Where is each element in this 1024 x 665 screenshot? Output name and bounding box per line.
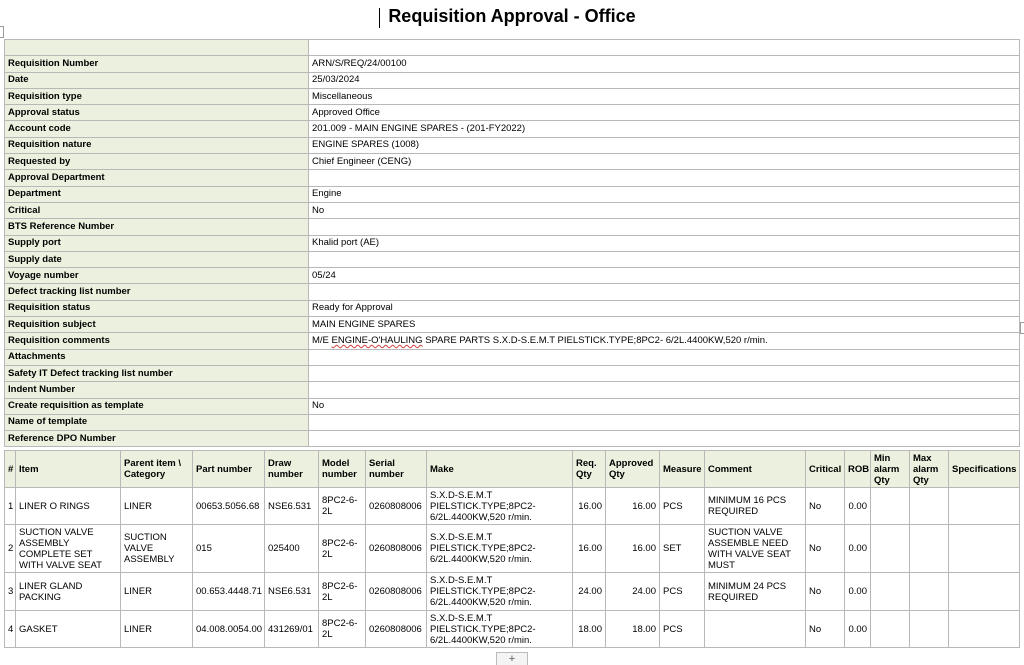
info-row	[5, 300, 1020, 316]
table-cell	[910, 488, 949, 525]
table-cell: 18.00	[573, 611, 606, 648]
table-cell: 0.00	[845, 611, 871, 648]
table-cell	[949, 488, 1020, 525]
info-value	[309, 170, 1020, 186]
table-cell	[910, 611, 949, 648]
table-cell: PCS	[660, 611, 705, 648]
info-row	[5, 284, 1020, 300]
info-label: Create requisition as template	[5, 398, 309, 414]
info-value: Miscellaneous	[309, 88, 1020, 104]
info-row	[5, 431, 1020, 447]
info-label: Indent Number	[5, 382, 309, 398]
table-cell: 431269/01	[265, 611, 319, 648]
table-cell: 8PC2-6-2L	[319, 525, 366, 573]
table-cell: 00.653.4448.71	[193, 573, 265, 611]
table-cell	[910, 525, 949, 573]
table-cell: 04.008.0054.00	[193, 611, 265, 648]
table-cell: 18.00	[606, 611, 660, 648]
table-cell	[910, 573, 949, 611]
table-cell: No	[806, 488, 845, 525]
table-cell	[871, 611, 910, 648]
column-header: Comment	[705, 451, 806, 488]
info-row	[5, 365, 1020, 381]
info-row	[5, 40, 1020, 56]
table-row	[5, 573, 1020, 611]
table-cell: 0260808006	[366, 573, 427, 611]
info-value: 201.009 - MAIN ENGINE SPARES - (201-FY2022)	[309, 121, 1020, 137]
column-header: Parent item \ Category	[121, 451, 193, 488]
table-cell: 00653.5056.68	[193, 488, 265, 525]
info-label: Department	[5, 186, 309, 202]
table-cell: LINER O RINGS	[16, 488, 121, 525]
info-label: Approval Department	[5, 170, 309, 186]
table-cell: 4	[5, 611, 16, 648]
table-row	[5, 488, 1020, 525]
info-label: Critical	[5, 202, 309, 218]
right-page-marker	[1020, 322, 1024, 334]
info-row	[5, 235, 1020, 251]
info-label: Requisition subject	[5, 317, 309, 333]
info-label: Requisition comments	[5, 333, 309, 349]
column-header: Max alarm Qty	[910, 451, 949, 488]
left-page-marker	[0, 26, 4, 38]
table-cell: SUCTION VALVE ASSEMBLY COMPLETE SET WITH VALVE SEAT	[16, 525, 121, 573]
info-value: ENGINE SPARES (1008)	[309, 137, 1020, 153]
table-cell: 0.00	[845, 573, 871, 611]
table-cell: 16.00	[573, 488, 606, 525]
info-value: Chief Engineer (CENG)	[309, 154, 1020, 170]
column-header: ROB	[845, 451, 871, 488]
table-cell: 0260808006	[366, 488, 427, 525]
table-cell: PCS	[660, 488, 705, 525]
info-row	[5, 202, 1020, 218]
table-cell: NSE6.531	[265, 488, 319, 525]
info-row	[5, 105, 1020, 121]
column-header: Approved Qty	[606, 451, 660, 488]
table-cell: 015	[193, 525, 265, 573]
info-value	[309, 365, 1020, 381]
info-row	[5, 137, 1020, 153]
info-value: ARN/S/REQ/24/00100	[309, 56, 1020, 72]
info-value: Ready for Approval	[309, 300, 1020, 316]
table-cell: 3	[5, 573, 16, 611]
add-sheet-button[interactable]	[496, 652, 528, 665]
info-label: Requisition status	[5, 300, 309, 316]
info-label: Attachments	[5, 349, 309, 365]
info-row	[5, 121, 1020, 137]
info-row	[5, 382, 1020, 398]
info-row	[5, 268, 1020, 284]
info-row	[5, 398, 1020, 414]
table-cell: 8PC2-6-2L	[319, 488, 366, 525]
info-row	[5, 186, 1020, 202]
info-value	[309, 284, 1020, 300]
table-cell: SUCTION VALVE ASSEMBLY	[121, 525, 193, 573]
table-cell: No	[806, 573, 845, 611]
info-value	[309, 349, 1020, 365]
spellcheck-word: ENGINE-O'HAULING	[331, 334, 423, 346]
info-label: Requisition nature	[5, 137, 309, 153]
table-cell: 0.00	[845, 488, 871, 525]
table-cell: 0260808006	[366, 525, 427, 573]
column-header: Min alarm Qty	[871, 451, 910, 488]
page-title: Requisition Approval - Office	[388, 6, 636, 26]
column-header: Part number	[193, 451, 265, 488]
info-label: Approval status	[5, 105, 309, 121]
table-cell: 1	[5, 488, 16, 525]
info-value	[309, 40, 1020, 56]
table-cell: 24.00	[606, 573, 660, 611]
table-cell: 16.00	[606, 525, 660, 573]
info-row	[5, 88, 1020, 104]
info-value: No	[309, 398, 1020, 414]
column-header: Serial number	[366, 451, 427, 488]
info-value	[309, 333, 1020, 349]
column-header: Model number	[319, 451, 366, 488]
table-cell	[705, 611, 806, 648]
info-row	[5, 333, 1020, 349]
table-cell	[949, 573, 1020, 611]
info-label: Requisition type	[5, 88, 309, 104]
table-cell: 2	[5, 525, 16, 573]
table-row	[5, 611, 1020, 648]
table-cell: 8PC2-6-2L	[319, 611, 366, 648]
info-label	[5, 40, 309, 56]
info-value: Approved Office	[309, 105, 1020, 121]
table-cell: No	[806, 611, 845, 648]
column-header: #	[5, 451, 16, 488]
info-value: MAIN ENGINE SPARES	[309, 317, 1020, 333]
info-row	[5, 317, 1020, 333]
table-cell: NSE6.531	[265, 573, 319, 611]
table-cell	[949, 525, 1020, 573]
text-cursor	[379, 8, 380, 28]
info-value: Engine	[309, 186, 1020, 202]
table-cell: S.X.D-S.E.M.T PIELSTICK.TYPE;8PC2-6/2L.4400KW,520 r/min.	[427, 525, 573, 573]
info-label: Date	[5, 72, 309, 88]
info-label: Voyage number	[5, 268, 309, 284]
info-row	[5, 251, 1020, 267]
table-cell: S.X.D-S.E.M.T PIELSTICK.TYPE;8PC2-6/2L.4400KW,520 r/min.	[427, 611, 573, 648]
table-cell: 0260808006	[366, 611, 427, 648]
info-row	[5, 349, 1020, 365]
table-cell: S.X.D-S.E.M.T PIELSTICK.TYPE;8PC2-6/2L.4400KW,520 r/min.	[427, 488, 573, 525]
info-value	[309, 414, 1020, 430]
info-row	[5, 219, 1020, 235]
table-cell: LINER	[121, 488, 193, 525]
column-header: Specifications	[949, 451, 1020, 488]
info-value	[309, 251, 1020, 267]
table-cell: 16.00	[606, 488, 660, 525]
table-cell: PCS	[660, 573, 705, 611]
info-label: Name of template	[5, 414, 309, 430]
info-row	[5, 154, 1020, 170]
table-cell: 8PC2-6-2L	[319, 573, 366, 611]
info-label: Defect tracking list number	[5, 284, 309, 300]
info-row	[5, 170, 1020, 186]
table-row	[5, 525, 1020, 573]
table-cell: LINER	[121, 573, 193, 611]
table-cell: MINIMUM 24 PCS REQUIRED	[705, 573, 806, 611]
info-label: Requested by	[5, 154, 309, 170]
info-label: Safety IT Defect tracking list number	[5, 365, 309, 381]
info-value: 05/24	[309, 268, 1020, 284]
column-header: Make	[427, 451, 573, 488]
table-cell: 025400	[265, 525, 319, 573]
comment-prefix: M/E	[312, 334, 332, 346]
column-header: Draw number	[265, 451, 319, 488]
info-row	[5, 72, 1020, 88]
table-cell	[871, 525, 910, 573]
table-cell: SUCTION VALVE ASSEMBLE NEED WITH VALVE SEAT MUST	[705, 525, 806, 573]
info-label: Reference DPO Number	[5, 431, 309, 447]
column-header: Req. Qty	[573, 451, 606, 488]
table-cell: 24.00	[573, 573, 606, 611]
info-value: Khalid port (AE)	[309, 235, 1020, 251]
items-header-row	[5, 451, 1020, 488]
column-header: Item	[16, 451, 121, 488]
column-header: Critical	[806, 451, 845, 488]
info-row	[5, 414, 1020, 430]
info-value: No	[309, 202, 1020, 218]
table-cell: No	[806, 525, 845, 573]
table-cell: MINIMUM 16 PCS REQUIRED	[705, 488, 806, 525]
table-cell: 0.00	[845, 525, 871, 573]
info-label: Supply port	[5, 235, 309, 251]
table-cell	[871, 573, 910, 611]
table-cell	[949, 611, 1020, 648]
table-cell: LINER	[121, 611, 193, 648]
table-cell: LINER GLAND PACKING	[16, 573, 121, 611]
table-cell	[871, 488, 910, 525]
info-row	[5, 56, 1020, 72]
comment-suffix: SPARE PARTS S.X.D-S.E.M.T PIELSTICK.TYPE;8PC2- 6/2L.4400KW,520 r/min.	[422, 334, 768, 346]
column-header: Measure	[660, 451, 705, 488]
info-value	[309, 382, 1020, 398]
requisition-info-table	[4, 39, 1020, 447]
plus-icon: +	[508, 653, 516, 665]
info-value	[309, 431, 1020, 447]
table-cell: SET	[660, 525, 705, 573]
info-label: Supply date	[5, 251, 309, 267]
info-value: 25/03/2024	[309, 72, 1020, 88]
table-cell: GASKET	[16, 611, 121, 648]
table-cell: S.X.D-S.E.M.T PIELSTICK.TYPE;8PC2-6/2L.4400KW,520 r/min.	[427, 573, 573, 611]
info-label: Requisition Number	[5, 56, 309, 72]
table-cell: 16.00	[573, 525, 606, 573]
info-value	[309, 219, 1020, 235]
info-label: Account code	[5, 121, 309, 137]
requisition-items-table	[4, 450, 1020, 648]
info-label: BTS Reference Number	[5, 219, 309, 235]
